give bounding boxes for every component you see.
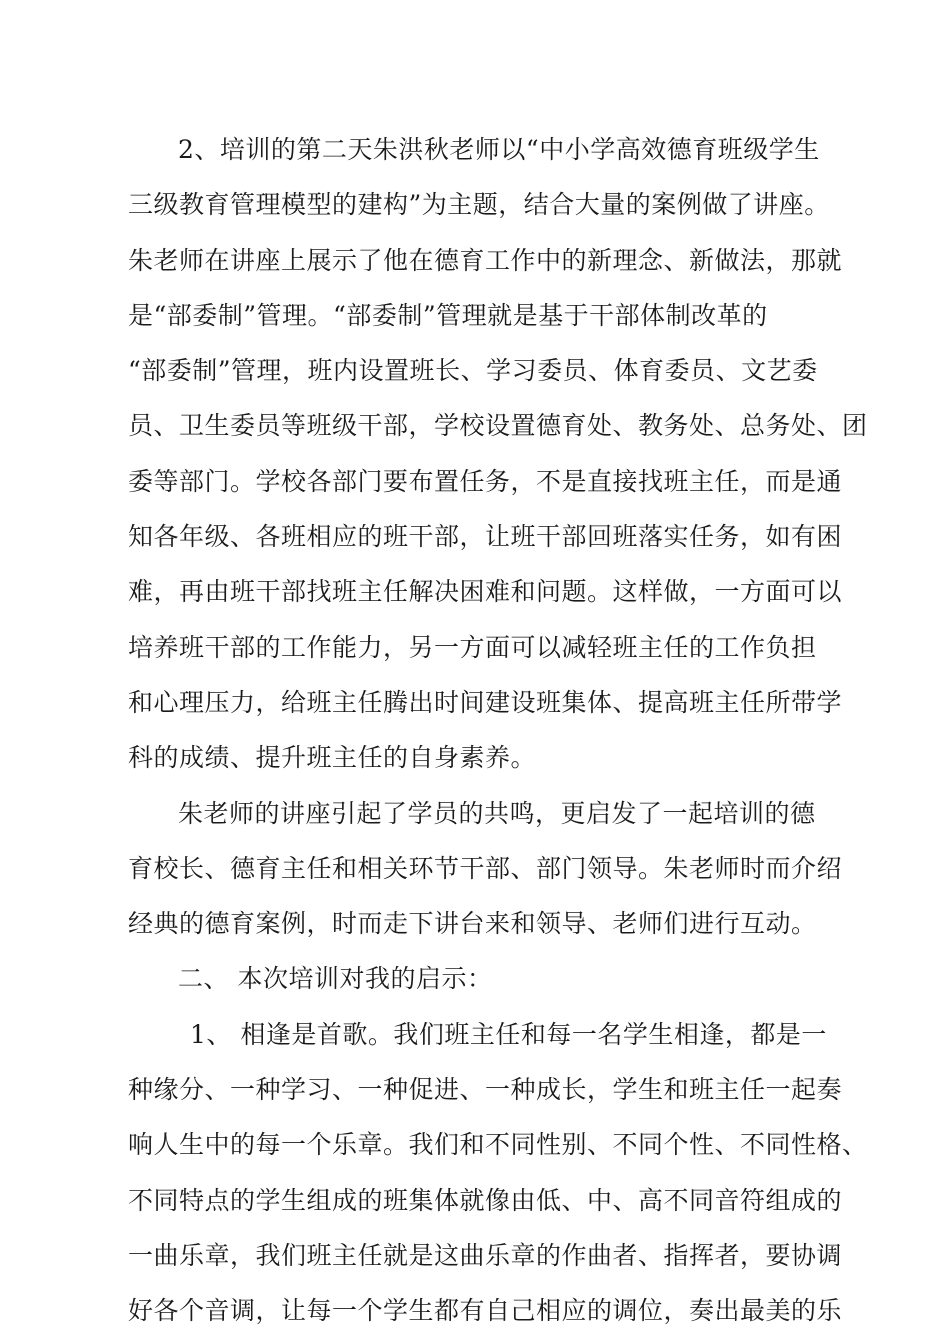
paragraph-line: 不同特点的学生组成的班集体就像由低、中、高不同音符组成的 — [128, 1185, 843, 1215]
paragraph-line: 三级教育管理模型的建构”为主题，结合大量的案例做了讲座。 — [128, 190, 830, 220]
paragraph-line: “部委制”管理，班内设置班长、学习委员、体育委员、文艺委 — [128, 356, 818, 386]
paragraph-line: 朱老师的讲座引起了学员的共鸣，更启发了一起培训的德 — [178, 798, 816, 828]
paragraph-line: 是“部委制”管理。“部委制”管理就是基于干部体制改革的 — [128, 300, 768, 330]
paragraph-line: 员、卫生委员等班级干部，学校设置德育处、教务处、总务处、团 — [128, 411, 868, 441]
document-body — [128, 122, 868, 1339]
paragraph-line: 培养班干部的工作能力，另一方面可以减轻班主任的工作负担 — [128, 632, 817, 662]
paragraph-line: 2、培训的第二天朱洪秋老师以“中小学高效德育班级学生 — [178, 135, 820, 164]
paragraph-line: 和心理压力，给班主任腾出时间建设班集体、提高班主任所带学 — [128, 687, 843, 717]
section-heading: 二、 本次培训对我的启示： — [178, 964, 493, 994]
paragraph-line: 科的成绩、提升班主任的自身素养。 — [128, 743, 537, 773]
paragraph-line: 难，再由班干部找班主任解决困难和问题。这样做，一方面可以 — [128, 577, 843, 607]
list-item-heading: 1、 相逢是首歌。我们班主任和每一名学生相逢，都是一 — [190, 1019, 827, 1049]
paragraph-line: 好各个音调，让每一个学生都有自己相应的调位，奏出最美的乐 — [128, 1296, 843, 1326]
paragraph-line: 一曲乐章，我们班主任就是这曲乐章的作曲者、指挥者，要协调 — [128, 1240, 843, 1270]
paragraph-line: 经典的德育案例，时而走下讲台来和领导、老师们进行互动。 — [128, 909, 817, 939]
paragraph-line: 委等部门。学校各部门要布置任务，不是直接找班主任，而是通 — [128, 466, 843, 496]
paragraph-line: 朱老师在讲座上展示了他在德育工作中的新理念、新做法，那就 — [128, 245, 843, 275]
paragraph-line: 种缘分、一种学习、一种促进、一种成长，学生和班主任一起奏 — [128, 1075, 843, 1105]
paragraph-line: 响人生中的每一个乐章。我们和不同性别、不同个性、不同性格、 — [128, 1130, 868, 1160]
paragraph-line: 育校长、德育主任和相关环节干部、部门领导。朱老师时而介绍 — [128, 853, 843, 883]
paragraph-line: 知各年级、各班相应的班干部，让班干部回班落实任务，如有困 — [128, 522, 843, 552]
